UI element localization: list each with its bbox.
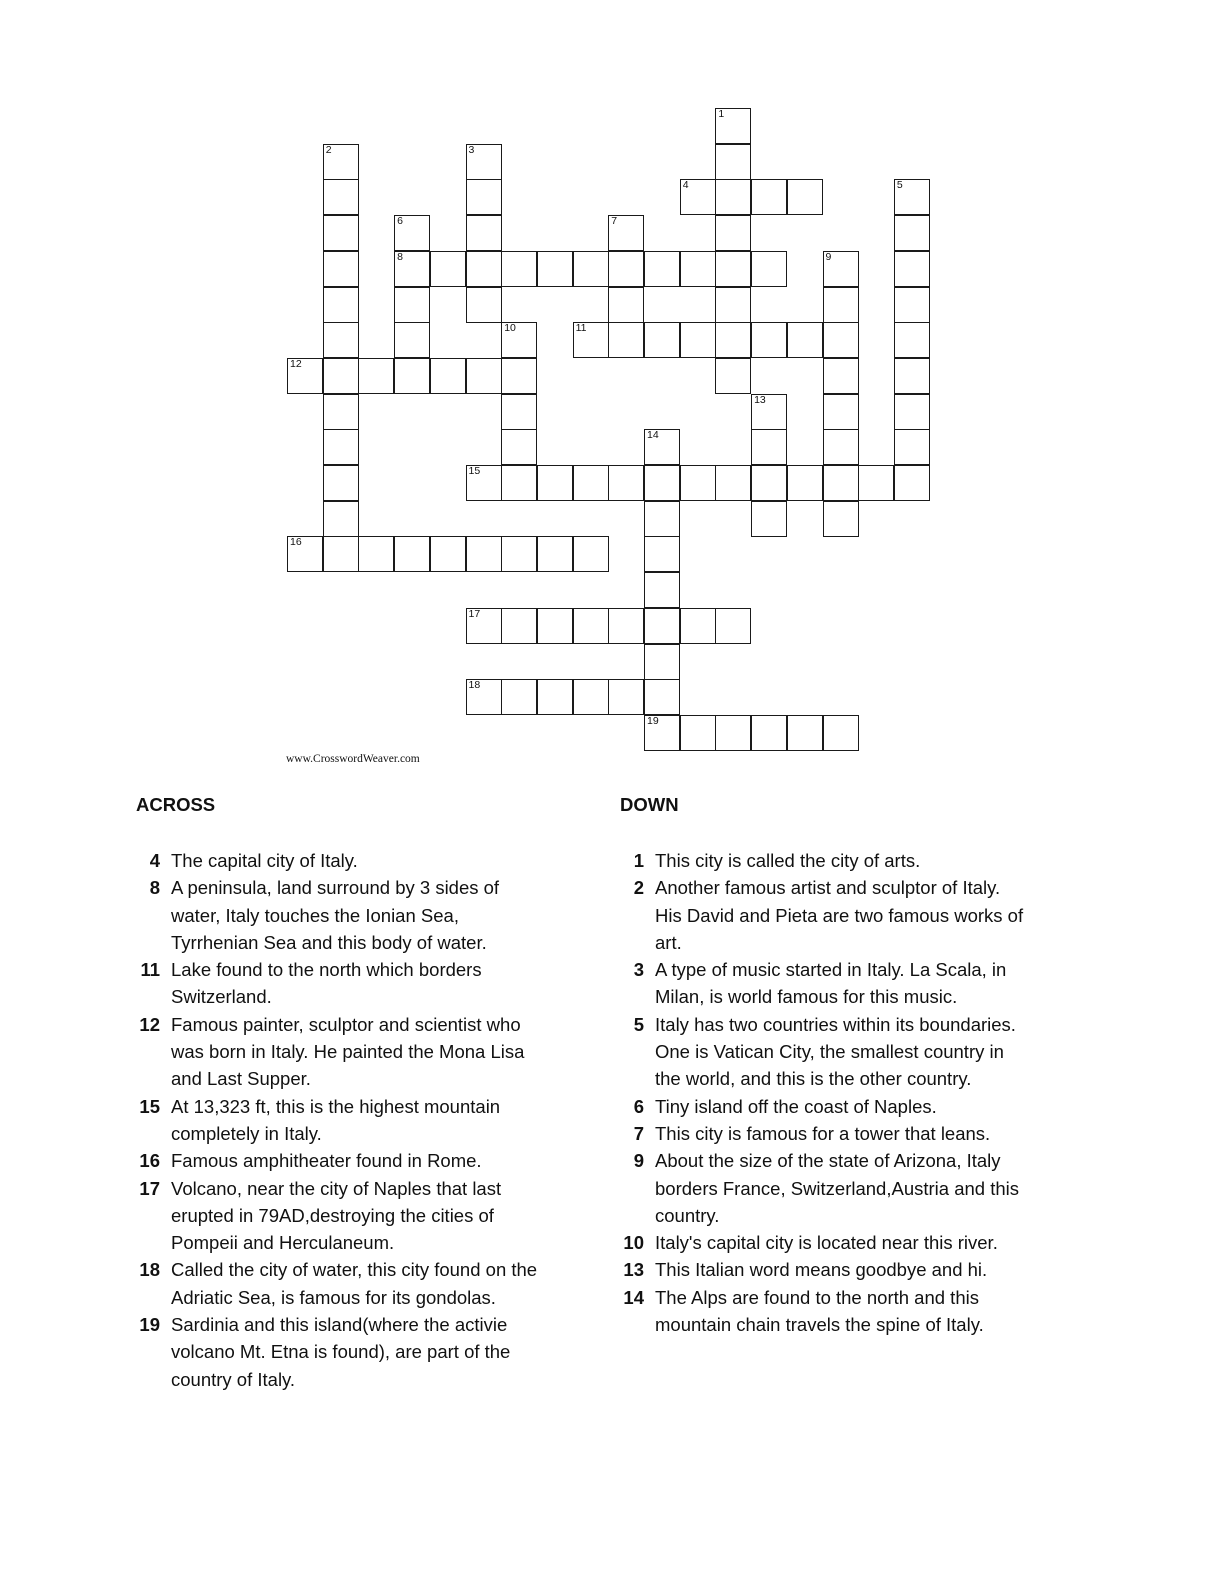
grid-cell[interactable]	[823, 501, 859, 537]
grid-cell[interactable]	[823, 358, 859, 394]
clue-number: 6	[633, 1095, 644, 1117]
grid-cell[interactable]	[501, 251, 537, 287]
down-heading: DOWN	[620, 794, 679, 815]
grid-cell[interactable]	[823, 322, 859, 358]
clue-text: Famous amphitheater found in Rome.	[171, 1150, 482, 1172]
clue-text: Called the city of water, this city found on the Adriatic Sea, is famous for its gondolas.	[171, 1259, 538, 1308]
grid-cell[interactable]	[466, 608, 502, 644]
clue-number: 13	[623, 1259, 644, 1281]
clue-text: This Italian word means goodbye and hi.	[655, 1259, 988, 1281]
grid-cell[interactable]	[715, 108, 751, 144]
grid-cell[interactable]	[894, 251, 930, 287]
grid-cell[interactable]	[751, 715, 787, 751]
grid-cell[interactable]	[751, 322, 787, 358]
grid-cell[interactable]	[358, 358, 394, 394]
grid-cell[interactable]	[894, 358, 930, 394]
grid-cell[interactable]	[787, 715, 823, 751]
clue-text: The capital city of Italy.	[171, 850, 358, 871]
grid-cell[interactable]	[644, 465, 680, 501]
crossword-weaver-credit: www.CrosswordWeaver.com	[286, 753, 420, 765]
grid-cell[interactable]	[823, 715, 859, 751]
grid-cell[interactable]	[751, 394, 787, 430]
grid-cell[interactable]	[323, 144, 359, 180]
clue-text: The Alps are found to the north and this mountain chain travels the spine of Italy.	[655, 1286, 984, 1336]
cell-number: 10	[504, 322, 516, 335]
clue-number: 1	[633, 850, 644, 871]
grid-cell[interactable]	[644, 679, 680, 715]
grid-cell[interactable]	[680, 715, 716, 751]
grid-cell[interactable]	[501, 465, 537, 501]
grid-cell[interactable]	[894, 215, 930, 251]
clue-number: 5	[633, 1013, 644, 1035]
grid-cell[interactable]	[715, 715, 751, 751]
down-clue-5	[610, 1011, 1030, 1093]
down-clue-3	[610, 956, 1030, 1011]
grid-cell[interactable]	[501, 358, 537, 394]
grid-cell[interactable]	[644, 644, 680, 680]
across-clue-16	[126, 1147, 546, 1174]
grid-cell[interactable]	[573, 251, 609, 287]
grid-cell[interactable]	[715, 322, 751, 358]
clue-text: Italy's capital city is located near this river.	[655, 1232, 998, 1254]
grid-cell[interactable]	[501, 608, 537, 644]
grid-cell[interactable]	[394, 215, 430, 251]
clue-text: Another famous artist and sculptor of Italy. His David and Pieta are two famous works of art.	[655, 877, 1024, 953]
grid-cell[interactable]	[394, 251, 430, 287]
clue-number: 11	[140, 959, 160, 981]
down-clue-list	[610, 847, 1030, 1338]
grid-cell[interactable]	[751, 251, 787, 287]
cell-number: 13	[754, 393, 766, 406]
grid-cell[interactable]	[715, 179, 751, 215]
across-clue-18	[126, 1256, 546, 1311]
grid-cell[interactable]	[823, 465, 859, 501]
grid-cell[interactable]	[466, 679, 502, 715]
grid-cell[interactable]	[537, 679, 573, 715]
grid-cell[interactable]	[644, 608, 680, 644]
clue-text: About the size of the state of Arizona, Italy borders France, Switzerland,Austria and this country.	[655, 1150, 1020, 1226]
cell-number: 9	[825, 250, 832, 263]
grid-cell[interactable]	[501, 536, 537, 572]
down-clue-7	[610, 1120, 1030, 1147]
grid-cell[interactable]	[537, 465, 573, 501]
down-clue-10	[610, 1229, 1030, 1256]
down-clue-2	[610, 874, 1030, 956]
across-clue-11	[126, 956, 546, 1011]
grid-cell[interactable]	[323, 215, 359, 251]
across-clue-list	[126, 847, 546, 1393]
grid-cell[interactable]	[466, 179, 502, 215]
grid-cell[interactable]	[323, 501, 359, 537]
grid-cell[interactable]	[894, 179, 930, 215]
clue-text: This city is famous for a tower that leans.	[655, 1122, 991, 1144]
down-clue-14	[610, 1284, 1030, 1339]
grid-cell[interactable]	[573, 322, 609, 358]
clue-number: 10	[623, 1232, 644, 1254]
clue-text: A peninsula, land surround by 3 sides of water, Italy touches the Ionian Sea, Tyrrhenian Sea and this body of water.	[171, 877, 500, 953]
grid-cell[interactable]	[680, 179, 716, 215]
grid-cell[interactable]	[501, 679, 537, 715]
cell-number: 15	[468, 465, 481, 477]
down-clue-13	[610, 1256, 1030, 1283]
cell-number: 3	[468, 143, 475, 156]
grid-cell[interactable]	[323, 536, 359, 572]
grid-cell[interactable]	[894, 287, 930, 323]
grid-cell[interactable]	[894, 394, 930, 430]
clue-number: 14	[623, 1286, 644, 1308]
grid-cell[interactable]	[323, 429, 359, 465]
grid-cell[interactable]	[537, 536, 573, 572]
grid-cell[interactable]	[715, 144, 751, 180]
grid-cell[interactable]	[537, 251, 573, 287]
grid-cell[interactable]	[466, 465, 502, 501]
grid-cell[interactable]	[680, 608, 716, 644]
clue-number: 16	[139, 1150, 160, 1172]
grid-cell[interactable]	[537, 608, 573, 644]
across-clue-17	[126, 1175, 546, 1257]
grid-cell[interactable]	[608, 465, 644, 501]
grid-cell[interactable]	[715, 465, 751, 501]
cell-number: 5	[896, 179, 903, 192]
grid-cell[interactable]	[608, 287, 644, 323]
grid-cell[interactable]	[715, 287, 751, 323]
grid-cell[interactable]	[323, 465, 359, 501]
grid-cell[interactable]	[608, 679, 644, 715]
grid-cell[interactable]	[644, 429, 680, 465]
grid-cell[interactable]	[323, 322, 359, 358]
grid-cell[interactable]	[644, 501, 680, 537]
cell-number: 8	[397, 250, 403, 263]
grid-cell[interactable]	[894, 429, 930, 465]
clue-text: Volcano, near the city of Naples that last erupted in 79AD,destroying the cities of Pompeii and Herculaneum.	[171, 1177, 502, 1254]
grid-cell[interactable]	[751, 501, 787, 537]
grid-cell[interactable]	[644, 322, 680, 358]
cell-number: 1	[718, 108, 725, 120]
grid-cell[interactable]	[823, 394, 859, 430]
cell-number: 7	[611, 215, 618, 228]
across-clue-8	[126, 874, 546, 956]
cell-number: 12	[290, 357, 302, 370]
grid-cell[interactable]	[287, 358, 323, 394]
grid-cell[interactable]	[466, 251, 502, 287]
grid-cell[interactable]	[430, 536, 466, 572]
grid-cell[interactable]	[394, 536, 430, 572]
down-clue-9	[610, 1147, 1030, 1229]
clue-text: This city is called the city of arts.	[655, 850, 921, 871]
crossword-grid	[0, 0, 1224, 780]
grid-cell[interactable]	[430, 251, 466, 287]
grid-cell[interactable]	[323, 179, 359, 215]
grid-cell[interactable]	[680, 251, 716, 287]
grid-cell[interactable]	[751, 465, 787, 501]
clue-number: 4	[149, 850, 160, 871]
grid-cell[interactable]	[644, 572, 680, 608]
grid-cell[interactable]	[394, 358, 430, 394]
clue-text: A type of music started in Italy. La Scala, in Milan, is world famous for this music.	[655, 959, 1007, 1008]
grid-cell[interactable]	[787, 322, 823, 358]
grid-cell[interactable]	[608, 251, 644, 287]
clue-text: Sardinia and this island(where the activie volcano Mt. Etna is found), are part of the country of Italy.	[171, 1314, 511, 1390]
clue-text: Lake found to the north which borders Switzerland.	[171, 959, 482, 1008]
grid-cell[interactable]	[608, 322, 644, 358]
across-clue-15	[126, 1093, 546, 1148]
across-heading: ACROSS	[136, 794, 216, 815]
grid-cell[interactable]	[466, 358, 502, 394]
grid-cell[interactable]	[323, 358, 359, 394]
cell-number: 16	[290, 536, 302, 549]
across-clue-12	[126, 1011, 546, 1093]
clue-number: 3	[633, 959, 644, 981]
cell-number: 19	[647, 714, 659, 727]
grid-cell[interactable]	[680, 465, 716, 501]
grid-cell[interactable]	[608, 215, 644, 251]
grid-cell[interactable]	[394, 322, 430, 358]
grid-cell[interactable]	[466, 144, 502, 180]
grid-cell[interactable]	[894, 322, 930, 358]
down-clue-6	[610, 1093, 1030, 1120]
across-clue-4	[126, 847, 546, 874]
grid-cell[interactable]	[323, 287, 359, 323]
grid-cell[interactable]	[501, 394, 537, 430]
clue-number: 17	[139, 1177, 160, 1199]
grid-cell[interactable]	[573, 679, 609, 715]
clue-number: 15	[139, 1095, 160, 1117]
grid-cell[interactable]	[751, 429, 787, 465]
clue-number: 2	[633, 877, 644, 899]
grid-cell[interactable]	[644, 715, 680, 751]
clue-text: Italy has two countries within its boundaries. One is Vatican City, the smallest country in the world, and this is the other country.	[655, 1013, 1016, 1090]
grid-cell[interactable]	[787, 465, 823, 501]
grid-cell[interactable]	[501, 429, 537, 465]
down-clue-1	[610, 847, 1030, 874]
grid-cell[interactable]	[323, 251, 359, 287]
grid-cell[interactable]	[644, 251, 680, 287]
cell-number: 2	[325, 143, 332, 156]
grid-cell[interactable]	[787, 179, 823, 215]
grid-cell[interactable]	[608, 608, 644, 644]
grid-cell[interactable]	[715, 608, 751, 644]
grid-cell[interactable]	[715, 251, 751, 287]
grid-cell[interactable]	[573, 536, 609, 572]
grid-cell[interactable]	[358, 536, 394, 572]
grid-cell[interactable]	[680, 322, 716, 358]
clue-number: 8	[149, 877, 160, 899]
clue-text: Famous painter, sculptor and scientist who was born in Italy. He painted the Mona Lisa and Last Supper.	[171, 1013, 525, 1090]
cell-number: 17	[468, 607, 481, 620]
grid-cell[interactable]	[823, 251, 859, 287]
grid-cell[interactable]	[823, 429, 859, 465]
grid-cell[interactable]	[323, 394, 359, 430]
clue-text: Tiny island off the coast of Naples.	[655, 1095, 937, 1117]
grid-cell[interactable]	[287, 536, 323, 572]
cell-number: 18	[468, 679, 481, 692]
clue-number: 18	[139, 1259, 160, 1281]
clue-number: 12	[139, 1013, 160, 1035]
grid-cell[interactable]	[573, 465, 609, 501]
grid-cell[interactable]	[573, 608, 609, 644]
across-clue-19	[126, 1311, 546, 1393]
clue-number: 19	[139, 1314, 160, 1336]
grid-cell[interactable]	[466, 215, 502, 251]
grid-cell[interactable]	[466, 287, 502, 323]
cell-number: 4	[682, 179, 689, 192]
grid-cell[interactable]	[823, 287, 859, 323]
cell-number: 6	[397, 215, 403, 228]
grid-cell[interactable]	[466, 536, 502, 572]
grid-cell[interactable]	[644, 536, 680, 572]
cell-number: 14	[647, 429, 659, 442]
cell-number: 11	[575, 322, 587, 335]
grid-cell[interactable]	[394, 287, 430, 323]
clue-number: 7	[633, 1122, 644, 1144]
grid-cell[interactable]	[715, 358, 751, 394]
grid-cell[interactable]	[858, 465, 894, 501]
grid-cell[interactable]	[894, 465, 930, 501]
grid-cell[interactable]	[501, 322, 537, 358]
clue-number: 9	[633, 1150, 644, 1172]
grid-cell[interactable]	[751, 179, 787, 215]
grid-cell[interactable]	[715, 215, 751, 251]
grid-cell[interactable]	[430, 358, 466, 394]
clue-text: At 13,323 ft, this is the highest mountain completely in Italy.	[171, 1095, 501, 1144]
